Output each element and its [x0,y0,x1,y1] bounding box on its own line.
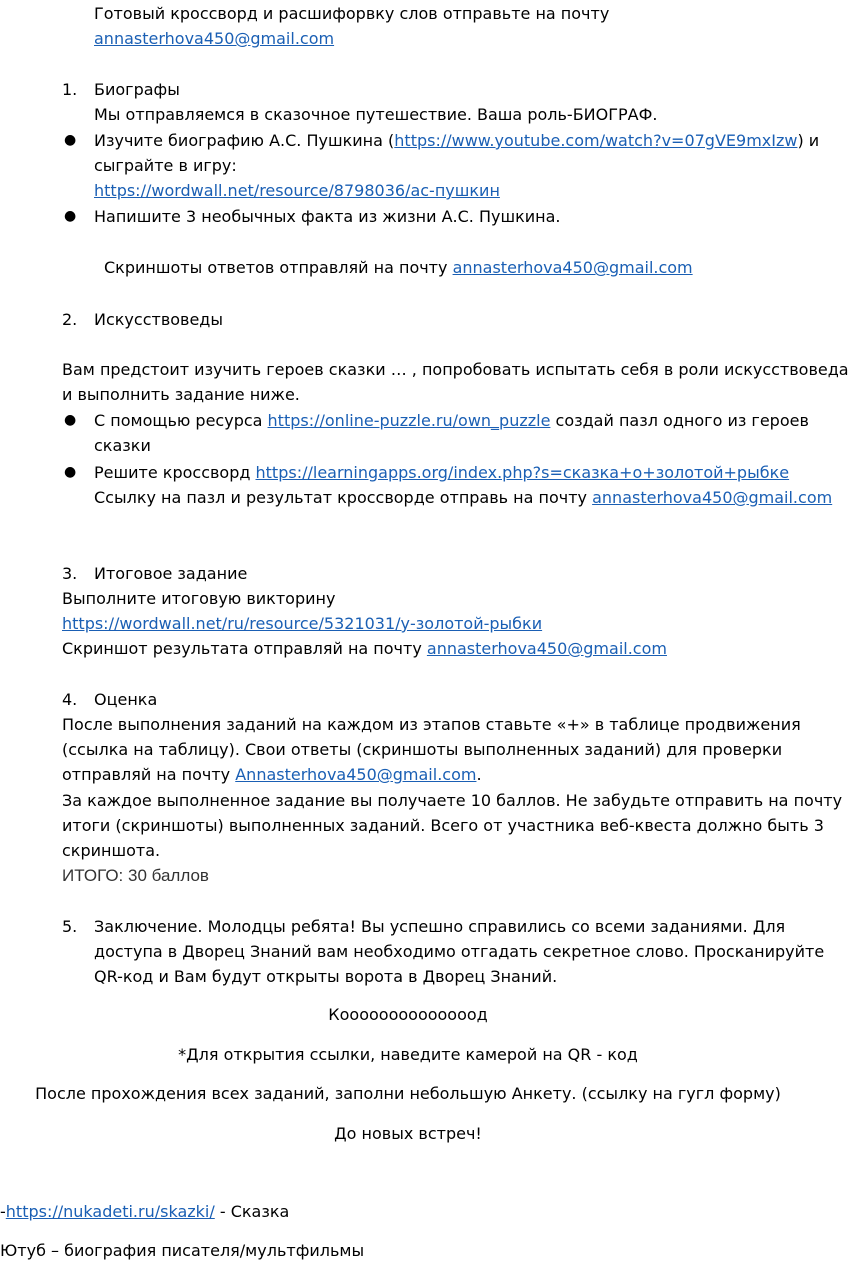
section-2-bullet-1 [94,408,809,433]
screenshots-text: Скриншоты ответов отправляй на почту [104,258,453,277]
section-3-title: Итоговое задание [94,564,248,583]
section-4-line-2: (ссылка на таблицу). Свои ответы (скриншоты выполненных заданий) для проверки [62,740,783,759]
bullet-text: Ссылку на пазл и результат кроссворде отправь на почту [94,488,593,507]
farewell: До новых встреч! [334,1124,482,1143]
wordwall-quiz-link[interactable]: https://wordwall.net/ru/resource/5321031/у-золотой-рыбки [62,614,543,633]
section-4-line-1: После выполнения заданий на каждом из этапов ставьте «+» в таблице продвижения [62,715,801,734]
section-1-number: 1. [62,80,78,99]
bullet-icon: ● [64,132,77,148]
youtube-link[interactable]: https://www.youtube.com/watch?v=07gVE9mxIzw [394,131,798,150]
section-2-para-2: и выполнить задание ниже. [62,385,300,404]
section-4-line-5: итоги (скриншоты) выполненных заданий. Всего от участника веб-квеста должно быть 3 [62,816,824,835]
section-1-title: Биографы [94,80,180,99]
email-link[interactable]: Annasterhova450@gmail.com [235,765,477,784]
secret-code: Коооооооооооооод [328,1005,488,1024]
learningapps-link[interactable]: https://learningapps.org/index.php?s=сказка+о+золотой+рыбке [255,463,790,482]
ref-text: - [0,1202,6,1221]
section-2-title: Искусствоведы [94,310,223,329]
ref-youtube: Ютуб – биография писателя/мультфильмы [0,1241,365,1260]
section-4-title: Оценка [94,690,158,709]
email-link[interactable]: annasterhova450@gmail.com [592,488,833,507]
bullet-text: Изучите биографию А.С. Пушкина ( [94,131,395,150]
section-2-para-1: Вам предстоит изучить героев сказки … , попробовать испытать себя в роли искусствоведа [62,360,849,379]
screenshot-text: Скриншот результата отправляй на почту [62,639,427,658]
section-5-line-1: Заключение. Молодцы ребята! Вы успешно справились со всеми заданиями. Для [94,917,786,936]
qr-note: *Для открытия ссылки, наведите камерой на QR - код [178,1045,638,1064]
section-2-bullet-2 [94,460,789,485]
wordwall-pushkin-link[interactable]: https://wordwall.net/resource/8798036/ас-пушкин [94,181,500,200]
section-4-line-3 [62,762,482,787]
bullet-icon: ● [64,464,77,480]
bullet-icon: ● [64,208,77,224]
section-5-line-2: доступа в Дворец Знаний вам необходимо отгадать секретное слово. Просканируйте [94,942,825,961]
section-3-line: Выполните итоговую викторину [62,589,336,608]
bullet-text: ) и [797,131,820,150]
nukadeti-link[interactable]: https://nukadeti.ru/skazki/ [5,1202,215,1221]
email-link[interactable]: annasterhova450@gmail.com [426,639,667,658]
section-1-screenshots-line [104,255,693,280]
section-1-bullet-1 [94,128,819,153]
section-1-line: Мы отправляемся в сказочное путешествие. Ваша роль-БИОГРАФ. [94,105,658,124]
bullet-text: С помощью ресурса [94,411,268,430]
bullet-icon: ● [64,412,77,428]
section-1-bullet-1-line-2: сыграйте в игру: [94,156,237,175]
intro-line: Готовый кроссворд и расшифорвку слов отправьте на почту [94,4,610,23]
section-5-line-3: QR-код и Вам будут открыты ворота в Дворец Знаний. [94,967,558,986]
section-2-bullet-1-line-2: сказки [94,436,151,455]
puzzle-link[interactable]: https://online-puzzle.ru/own_puzzle [267,411,551,430]
ref-fairytale [0,1199,289,1224]
bullet-text: Решите кроссворд [94,463,256,482]
email-link[interactable]: annasterhova450@gmail.com [452,258,693,277]
section-5-number: 5. [62,917,78,936]
section-3-number: 3. [62,564,78,583]
survey-line: После прохождения всех заданий, заполни небольшую Анкету. (ссылку на гугл форму) [35,1084,781,1103]
line-text: . [476,765,482,784]
total-score: ИТОГО: 30 баллов [62,866,209,885]
section-2-bullet-2-line-2 [94,485,832,510]
intro-email-link[interactable]: annasterhova450@gmail.com [94,29,335,48]
section-4-number: 4. [62,690,78,709]
section-3-screenshot-line [62,636,667,661]
section-2-number: 2. [62,310,78,329]
section-1-bullet-2: Напишите 3 необычных факта из жизни А.С. Пушкина. [94,207,561,226]
section-4-line-6: скриншота. [62,841,161,860]
line-text: отправляй на почту [62,765,236,784]
section-4-line-4: За каждое выполненное задание вы получаете 10 баллов. Не забудьте отправить на почту [62,791,843,810]
bullet-text: создай пазл одного из героев [550,411,809,430]
ref-text: - Сказка [214,1202,290,1221]
